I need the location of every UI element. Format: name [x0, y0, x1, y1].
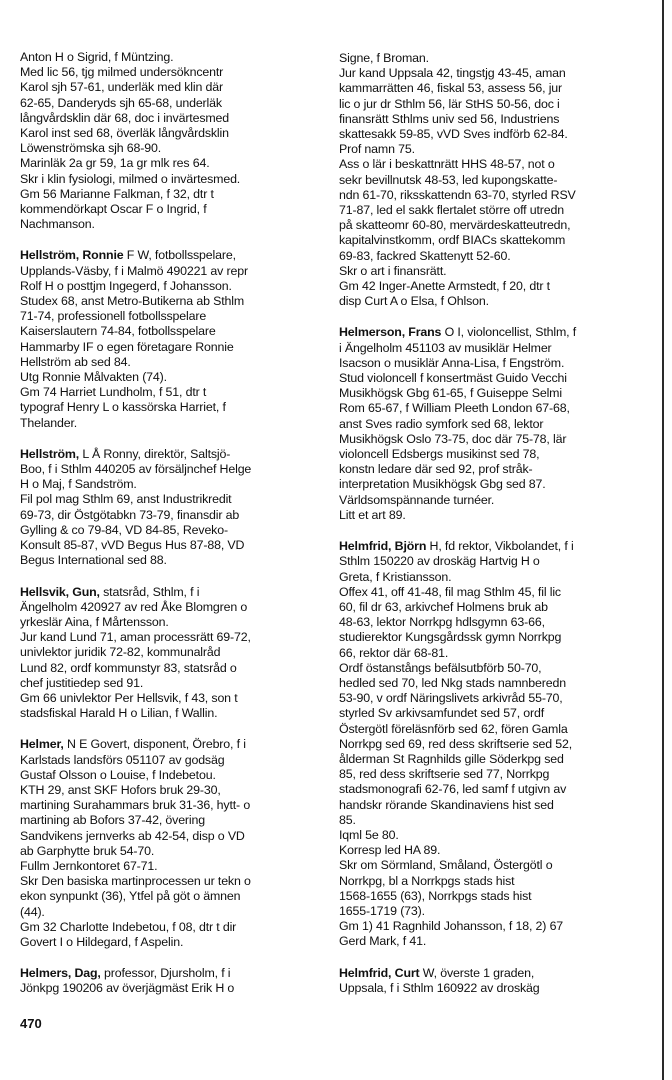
entry-text-line: Norrkpg, bl a Norrkpgs stads hist — [339, 873, 515, 888]
entry-text-line: hedled sed 70, led Nkg stads namnberedn — [339, 675, 566, 690]
biography-entry — [339, 539, 639, 949]
entry-text-line: ålderman St Ragnhilds gille Söderkpg sed — [339, 751, 564, 766]
entry-text-line: Ordf östanstångs befälsutbförb 50-70, — [339, 660, 542, 675]
entry-text-line: i Ängelholm 451103 av musiklär Helmer — [339, 340, 552, 355]
entry-first-line — [339, 539, 639, 554]
entry-text-line: Konsult 85-87, vVD Begus Hus 87-88, VD — [20, 538, 245, 553]
biography-entry — [20, 737, 318, 950]
entry-text-line: Litt et art 89. — [339, 507, 406, 522]
entry-text-line: Boo, f i Sthlm 440205 av försäljnchef Helge — [20, 462, 252, 477]
entry-text-line: Gylling & co 79-84, VD 84-85, Reveko- — [20, 522, 228, 537]
entry-text-line: yrkeslär Aina, f Mårtensson. — [20, 614, 169, 629]
entry-text-line: Gustaf Olsson o Louise, f Indebetou. — [20, 767, 216, 782]
entry-text-line: Uppsala, f i Sthlm 160922 av droskäg — [339, 980, 540, 995]
entry-text-line: Ass o lär i beskattnrätt HHS 48-57, not o — [339, 157, 555, 172]
entry-first-line — [20, 447, 318, 462]
entry-text-line: martining ab Bofors 37-42, övering — [20, 813, 205, 828]
entry-text-line: Hellström ab sed 84. — [20, 354, 131, 369]
entry-first-line — [20, 737, 318, 752]
entry-text-line: Karol sjh 57-61, underläk med klin där — [20, 80, 223, 95]
entry-text-line: Gerd Mark, f 41. — [339, 934, 427, 949]
biography-entry — [339, 966, 639, 996]
left-column — [20, 50, 318, 1013]
biography-entry — [20, 447, 318, 569]
entry-text-line: handskr rörande Skandinaviens hist sed — [339, 797, 554, 812]
entry-text-line: styrled Sv arkivsamfundet sed 57, ordf — [339, 706, 545, 721]
entry-text-line: Marinläk 2a gr 59, 1a gr mlk res 64. — [20, 156, 210, 171]
entry-first-line-text: F W, fotbollsspelare, — [123, 248, 236, 263]
entry-text-line: sekr bevillnutsk 48-53, led kupongskatte- — [339, 172, 558, 187]
entry-text-line: H o Maj, f Sandström. — [20, 477, 137, 492]
entry-text-line: Gm 42 Inger-Anette Armstedt, f 20, dtr t — [339, 279, 550, 294]
entry-first-line — [20, 585, 318, 600]
entry-text-line: Skr om Sörmland, Småland, Östergötl o — [339, 858, 553, 873]
entry-text-line: Greta, f Kristiansson. — [339, 569, 452, 584]
entry-text-line: Löwenströmska sjh 68-90. — [20, 141, 162, 156]
entry-text-line: Offex 41, off 41-48, fil mag Sthlm 45, fil lic — [339, 584, 561, 599]
entry-text-line: martining Surahammars bruk 31-36, hytt- o — [20, 798, 251, 813]
entry-first-line-text: N E Govert, disponent, Örebro, f i — [63, 737, 246, 752]
entry-headword: Hellström, — [20, 446, 80, 461]
entry-text-line: Stud violoncell f konsertmäst Guido Vecchi — [339, 371, 567, 386]
entry-text-line: chef justitiedep sed 91. — [20, 675, 144, 690]
entry-text-line: Prof namn 75. — [339, 142, 415, 157]
entry-text-line: Jur kand Lund 71, aman processrätt 69-72, — [20, 630, 251, 645]
entry-text-line: Nachmanson. — [20, 217, 95, 232]
entry-first-line-text: statsråd, Sthlm, f i — [99, 584, 200, 599]
entry-text-line: Med lic 56, tjg milmed undersökncentr — [20, 65, 224, 80]
entry-text-line: 71-87, led el sakk flertalet större off utredn — [339, 203, 564, 218]
entry-headword: Helmer, — [20, 737, 64, 752]
entry-text-line: ab Garphytte bruk 54-70. — [20, 843, 155, 858]
entry-text-line: Gm 74 Harriet Lundholm, f 51, dtr t — [20, 385, 207, 400]
entry-text-line: Gm 32 Charlotte Indebetou, f 08, dtr t dir — [20, 919, 237, 934]
entry-text-line: ndn 61-70, riksskattendn 63-70, styrled RSV — [339, 187, 576, 202]
entry-text-line: violoncell Edsbergs musikinst sed 78, — [339, 447, 540, 462]
entry-text-line: 66, rektor där 68-81. — [339, 645, 449, 660]
entry-text-line: Östergötl föreläsnförb sed 62, fören Gamla — [339, 721, 568, 736]
biography-entry — [20, 248, 318, 430]
entry-text-line: Signe, f Broman. — [339, 51, 429, 65]
entry-text-line: anst Sves radio symfork sed 68, lektor — [339, 416, 544, 431]
entry-text-line: 1568-1655 (63), Norrkpgs stads hist — [339, 888, 532, 903]
entry-text-line: kapitalvinstkomm, ordf BIACs skattekomm — [339, 233, 566, 248]
entry-text-line: studierektor Kungsgårdssk gymn Norrkpg — [339, 630, 562, 645]
entry-text-line: Norrkpg sed 69, red dess skriftserie sed 52, — [339, 736, 573, 751]
entry-first-line — [20, 966, 318, 981]
entry-text-line: konstn ledare där sed 92, prof stråk- — [339, 462, 533, 477]
entry-text-line: Utg Ronnie Målvakten (74). — [20, 370, 167, 385]
entry-text-line: Fullm Jernkontoret 67-71. — [20, 858, 158, 873]
entry-text-line: stadsmonografi 62-76, led samf f utgivn av — [339, 782, 567, 797]
entry-text-line: disp Curt A o Elsa, f Ohlson. — [339, 294, 489, 309]
entry-text-line: 48-63, lektor Norrkpg hdlsgymn 63-66, — [339, 615, 545, 630]
entry-first-line — [339, 325, 639, 340]
entry-text-line: Hammarby IF o egen företagare Ronnie — [20, 339, 234, 354]
entry-text-line: Studex 68, anst Metro-Butikerna ab Sthlm — [20, 294, 245, 309]
entry-text-line: interpretation Musikhögsk Gbg sed 87. — [339, 477, 546, 492]
entry-text-line: långvårdsklin där 68, doc i invärtesmed — [20, 110, 230, 125]
entry-text-line: kammarrätten 46, fiskal 53, assess 56, jur — [339, 81, 563, 96]
entry-text-line: Lund 82, ordf kommunstyr 83, statsråd o — [20, 660, 237, 675]
entry-headword: Helmerson, Frans — [339, 325, 442, 340]
entry-text-line: 71-74, professionell fotbollsspelare — [20, 309, 207, 324]
entry-text-line: Världsomspännande turnéer. — [339, 492, 495, 507]
entry-first-line-text: W, överste 1 graden, — [419, 965, 535, 980]
entry-text-line: Govert I o Hildegard, f Aspelin. — [20, 934, 184, 949]
biography-entry — [20, 585, 318, 722]
entry-text-line: Musikhögsk Oslo 73-75, doc där 75-78, lär — [339, 431, 567, 446]
entry-headword: Helmfrid, Curt — [339, 965, 420, 980]
entry-text-line: KTH 29, anst SKF Hofors bruk 29-30, — [20, 782, 221, 797]
entry-text-line: Sthlm 150220 av droskäg Hartvig H o — [339, 554, 540, 569]
entry-text-line: Musikhögsk Gbg 61-65, f Guiseppe Selmi — [339, 386, 562, 401]
entry-text-line: på skatteomr 60-80, mervärdeskatteutredn, — [339, 218, 571, 233]
entry-first-line-text: H, fd rektor, Vikbolandet, f i — [426, 539, 574, 554]
entry-first-line — [339, 966, 639, 981]
entry-text-line: 53-90, v ordf Näringslivets arkivråd 55-70, — [339, 691, 563, 706]
entry-text-line: Ängelholm 420927 av red Åke Blomgren o — [20, 599, 248, 614]
entry-text-line: lic o jur dr Sthlm 56, lär StHS 50-56, doc i — [339, 96, 560, 111]
page-edge-rule — [662, 0, 664, 1080]
entry-text-line: Karol inst sed 68, överläk långvårdsklin — [20, 126, 229, 141]
entry-text-line: 62-65, Danderyds sjh 65-68, underläk — [20, 95, 222, 110]
right-column — [339, 51, 639, 1012]
entry-text-line: Rolf H o posttjm Ingegerd, f Johansson. — [20, 278, 232, 293]
entry-first-line-text: O I, violoncellist, Sthlm, f — [441, 325, 577, 340]
biography-entry — [20, 50, 318, 232]
entry-text-line: Begus International sed 88. — [20, 553, 167, 568]
biography-entry — [339, 325, 639, 523]
entry-text-line: Skr i klin fysiologi, milmed o invärtesmed. — [20, 171, 241, 186]
entry-text-line: Thelander. — [20, 415, 78, 430]
entry-text-line: Iqml 5e 80. — [339, 827, 399, 842]
entry-text-line: typograf Henry L o kassörska Harriet, f — [20, 400, 226, 415]
entry-text-line: finansrätt Sthlms univ sed 56, Industriens — [339, 111, 560, 126]
entry-headword: Hellsvik, Gun, — [20, 584, 100, 599]
entry-text-line: 85, red dess skriftserie sed 77, Norrkpg — [339, 767, 550, 782]
entry-text-line: Gm 66 univlektor Per Hellsvik, f 43, son t — [20, 690, 238, 705]
entry-text-line: Rom 65-67, f William Pleeth London 67-68, — [339, 401, 570, 416]
entry-headword: Hellström, Ronnie — [20, 248, 124, 263]
entry-text-line: Upplands-Väsby, f i Malmö 490221 av repr — [20, 263, 248, 278]
entry-text-line: Kaiserslautern 74-84, fotbollsspelare — [20, 324, 216, 339]
entry-headword: Helmfrid, Björn — [339, 539, 427, 554]
entry-text-line: Isacson o musiklär Anna-Lisa, f Engström. — [339, 355, 565, 370]
entry-first-line — [20, 248, 318, 263]
entry-text-line: 69-73, dir Östgötabkn 73-79, finansdir ab — [20, 507, 240, 522]
entry-text-line: stadsfiskal Harald H o Lilian, f Wallin. — [20, 706, 218, 721]
entry-text-line: Skr o art i finansrätt. — [339, 263, 447, 278]
page-number: 470 — [20, 1016, 42, 1031]
entry-text-line: univlektor juridik 72-82, kommunalråd — [20, 645, 221, 660]
entry-text-line: 69-83, fackred Skattenytt 52-60. — [339, 248, 511, 263]
entry-text-line: ekon synpunkt (36), Ytfel på göt o ämnen — [20, 889, 241, 904]
entry-text-line: Anton H o Sigrid, f Müntzing. — [20, 50, 174, 64]
biography-entry — [20, 966, 318, 996]
entry-text-line: Jur kand Uppsala 42, tingstjg 43-45, aman — [339, 66, 566, 81]
entry-text-line: 1655-1719 (73). — [339, 903, 425, 918]
entry-text-line: Korresp led HA 89. — [339, 843, 441, 858]
entry-text-line: 85. — [339, 812, 356, 827]
entry-text-line: Fil pol mag Sthlm 69, anst Industrikredit — [20, 492, 232, 507]
entry-text-line: Karlstads landsförs 051107 av godsäg — [20, 752, 225, 767]
entry-text-line: Gm 1) 41 Ragnhild Johansson, f 18, 2) 67 — [339, 919, 564, 934]
entry-text-line: 60, fil dr 63, arkivchef Holmens bruk ab — [339, 599, 548, 614]
biography-entry — [339, 51, 639, 309]
entry-first-line-text: L Å Ronny, direktör, Saltsjö- — [79, 446, 231, 461]
entry-text-line: Jönkpg 190206 av överjägmäst Erik H o — [20, 981, 235, 996]
entry-text-line: Sandvikens jernverks ab 42-54, disp o VD — [20, 828, 245, 843]
entry-text-line: skattesakk 59-85, vVD Sves indförb 62-84. — [339, 127, 568, 142]
entry-first-line-text: professor, Djursholm, f i — [100, 966, 231, 981]
entry-text-line: (44). — [20, 904, 45, 919]
entry-text-line: Skr Den basiska martinprocessen ur tekn o — [20, 874, 251, 889]
entry-text-line: Gm 56 Marianne Falkman, f 32, dtr t — [20, 186, 214, 201]
entry-text-line: kommendörkapt Oscar F o Ingrid, f — [20, 202, 207, 217]
entry-headword: Helmers, Dag, — [20, 966, 101, 981]
